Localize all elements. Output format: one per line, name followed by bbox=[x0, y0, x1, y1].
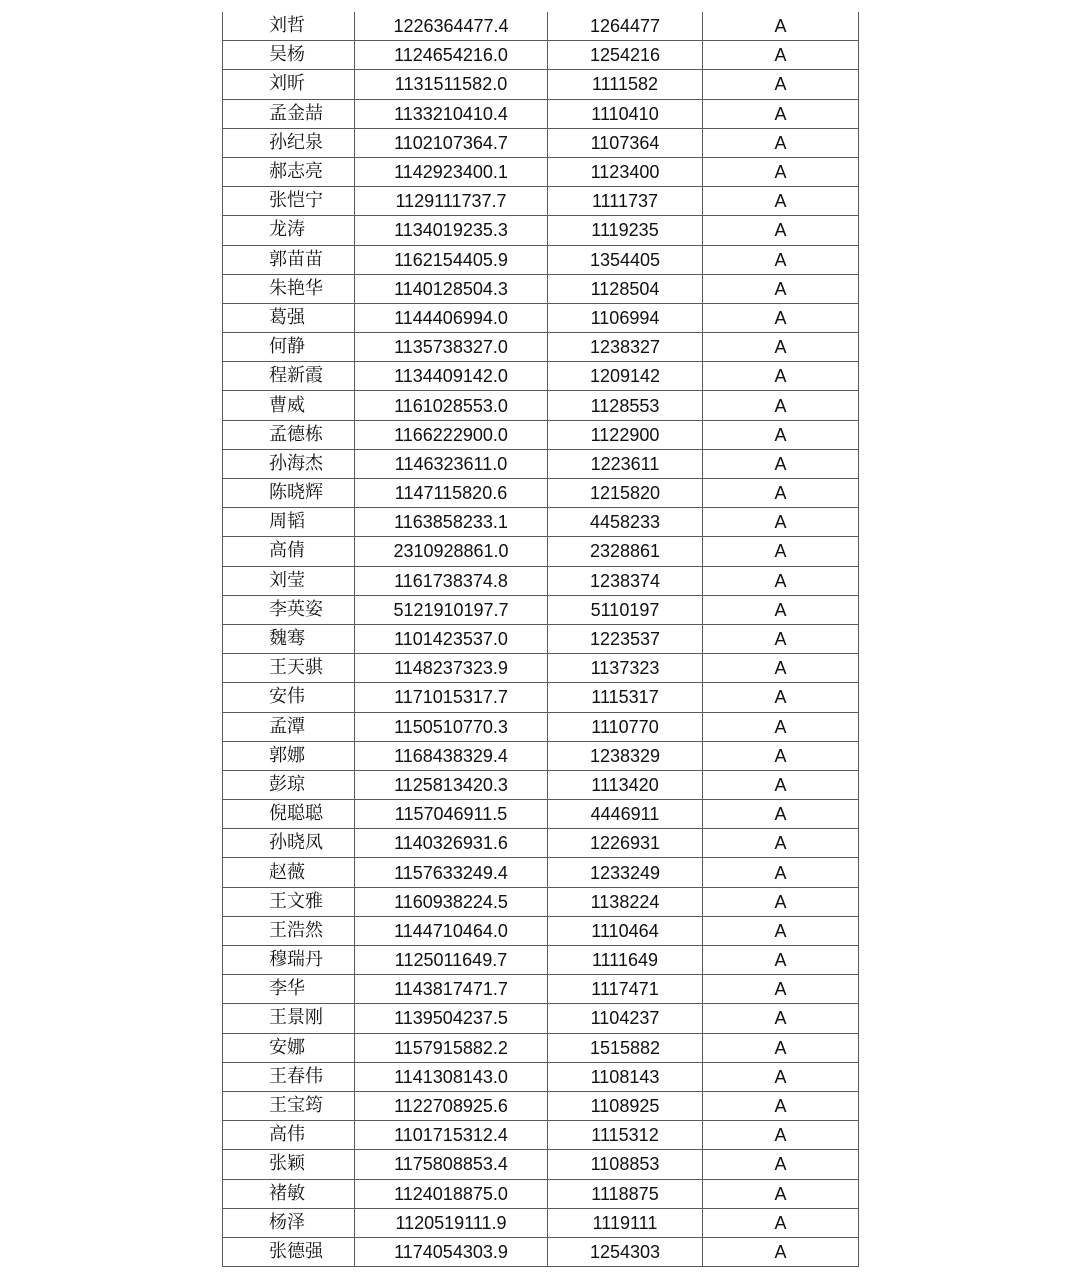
table-row bbox=[223, 274, 859, 303]
code-cell: 1264477 bbox=[548, 12, 703, 41]
id-number-cell: 1120519111.9 bbox=[355, 1208, 548, 1237]
table-row bbox=[223, 508, 859, 537]
name-cell: 王文雅 bbox=[223, 887, 355, 916]
grade-cell: A bbox=[703, 975, 859, 1004]
id-number-cell: 1134019235.3 bbox=[355, 216, 548, 245]
name-cell: 孙海杰 bbox=[223, 449, 355, 478]
code-cell: 1215820 bbox=[548, 479, 703, 508]
code-cell: 1111582 bbox=[548, 70, 703, 99]
name-cell: 何静 bbox=[223, 333, 355, 362]
name-cell: 魏骞 bbox=[223, 624, 355, 653]
table-row bbox=[223, 479, 859, 508]
id-number-cell: 1174054303.9 bbox=[355, 1237, 548, 1266]
document-page bbox=[222, 12, 858, 1267]
code-cell: 1226931 bbox=[548, 829, 703, 858]
code-cell: 1238374 bbox=[548, 566, 703, 595]
grade-cell: A bbox=[703, 303, 859, 332]
grade-cell: A bbox=[703, 70, 859, 99]
name-cell: 张颖 bbox=[223, 1150, 355, 1179]
grade-cell: A bbox=[703, 712, 859, 741]
name-cell: 褚敏 bbox=[223, 1179, 355, 1208]
grade-cell: A bbox=[703, 12, 859, 41]
code-cell: 1108925 bbox=[548, 1091, 703, 1120]
name-cell: 张德强 bbox=[223, 1237, 355, 1266]
table-row bbox=[223, 1237, 859, 1266]
id-number-cell: 1226364477.4 bbox=[355, 12, 548, 41]
code-cell: 1254303 bbox=[548, 1237, 703, 1266]
grade-cell: A bbox=[703, 858, 859, 887]
table-row bbox=[223, 1033, 859, 1062]
grade-cell: A bbox=[703, 946, 859, 975]
code-cell: 1123400 bbox=[548, 157, 703, 186]
code-cell: 1113420 bbox=[548, 770, 703, 799]
id-number-cell: 1125813420.3 bbox=[355, 770, 548, 799]
code-cell: 1110770 bbox=[548, 712, 703, 741]
code-cell: 1138224 bbox=[548, 887, 703, 916]
id-number-cell: 1124654216.0 bbox=[355, 41, 548, 70]
id-number-cell: 1140326931.6 bbox=[355, 829, 548, 858]
name-cell: 刘昕 bbox=[223, 70, 355, 99]
id-number-cell: 1175808853.4 bbox=[355, 1150, 548, 1179]
id-number-cell: 1129111737.7 bbox=[355, 187, 548, 216]
table-row bbox=[223, 245, 859, 274]
name-cell: 陈晓辉 bbox=[223, 479, 355, 508]
table-row bbox=[223, 858, 859, 887]
table-row bbox=[223, 157, 859, 186]
id-number-cell: 1150510770.3 bbox=[355, 712, 548, 741]
name-cell: 刘哲 bbox=[223, 12, 355, 41]
code-cell: 1119111 bbox=[548, 1208, 703, 1237]
code-cell: 1137323 bbox=[548, 654, 703, 683]
id-number-cell: 1157915882.2 bbox=[355, 1033, 548, 1062]
table-row bbox=[223, 420, 859, 449]
name-cell: 安伟 bbox=[223, 683, 355, 712]
id-number-cell: 1163858233.1 bbox=[355, 508, 548, 537]
id-number-cell: 1144406994.0 bbox=[355, 303, 548, 332]
id-number-cell: 1125011649.7 bbox=[355, 946, 548, 975]
code-cell: 1209142 bbox=[548, 362, 703, 391]
grade-cell: A bbox=[703, 449, 859, 478]
name-cell: 王浩然 bbox=[223, 916, 355, 945]
grade-cell: A bbox=[703, 1237, 859, 1266]
grade-cell: A bbox=[703, 800, 859, 829]
id-number-cell: 1161738374.8 bbox=[355, 566, 548, 595]
table-row bbox=[223, 741, 859, 770]
grade-cell: A bbox=[703, 391, 859, 420]
table-row bbox=[223, 595, 859, 624]
table-row bbox=[223, 1121, 859, 1150]
code-cell: 1106994 bbox=[548, 303, 703, 332]
table-row bbox=[223, 975, 859, 1004]
name-cell: 郭娜 bbox=[223, 741, 355, 770]
name-cell: 倪聪聪 bbox=[223, 800, 355, 829]
name-cell: 张恺宁 bbox=[223, 187, 355, 216]
code-cell: 1254216 bbox=[548, 41, 703, 70]
name-cell: 孟德栋 bbox=[223, 420, 355, 449]
name-cell: 龙涛 bbox=[223, 216, 355, 245]
grade-cell: A bbox=[703, 274, 859, 303]
table-row bbox=[223, 391, 859, 420]
name-cell: 杨泽 bbox=[223, 1208, 355, 1237]
code-cell: 1111737 bbox=[548, 187, 703, 216]
name-cell: 孙纪泉 bbox=[223, 128, 355, 157]
grade-cell: A bbox=[703, 362, 859, 391]
grade-cell: A bbox=[703, 770, 859, 799]
table-row bbox=[223, 333, 859, 362]
grade-cell: A bbox=[703, 741, 859, 770]
table-row bbox=[223, 99, 859, 128]
id-number-cell: 1144710464.0 bbox=[355, 916, 548, 945]
table-row bbox=[223, 800, 859, 829]
table-row bbox=[223, 946, 859, 975]
id-number-cell: 1131511582.0 bbox=[355, 70, 548, 99]
code-cell: 1238327 bbox=[548, 333, 703, 362]
grade-cell: A bbox=[703, 683, 859, 712]
id-number-cell: 1101423537.0 bbox=[355, 624, 548, 653]
name-cell: 王春伟 bbox=[223, 1062, 355, 1091]
grade-cell: A bbox=[703, 624, 859, 653]
name-cell: 郭苗苗 bbox=[223, 245, 355, 274]
grade-cell: A bbox=[703, 1208, 859, 1237]
name-cell: 孟金喆 bbox=[223, 99, 355, 128]
grade-cell: A bbox=[703, 333, 859, 362]
name-cell: 王天骐 bbox=[223, 654, 355, 683]
grade-cell: A bbox=[703, 479, 859, 508]
table-row bbox=[223, 1062, 859, 1091]
name-cell: 葛强 bbox=[223, 303, 355, 332]
name-cell: 王景刚 bbox=[223, 1004, 355, 1033]
code-cell: 1118875 bbox=[548, 1179, 703, 1208]
id-number-cell: 1141308143.0 bbox=[355, 1062, 548, 1091]
code-cell: 1128553 bbox=[548, 391, 703, 420]
id-number-cell: 1140128504.3 bbox=[355, 274, 548, 303]
id-number-cell: 1142923400.1 bbox=[355, 157, 548, 186]
grade-cell: A bbox=[703, 508, 859, 537]
code-cell: 1111649 bbox=[548, 946, 703, 975]
grade-cell: A bbox=[703, 829, 859, 858]
grade-cell: A bbox=[703, 595, 859, 624]
name-cell: 王宝筠 bbox=[223, 1091, 355, 1120]
id-number-cell: 1135738327.0 bbox=[355, 333, 548, 362]
name-cell: 周韬 bbox=[223, 508, 355, 537]
code-cell: 1108143 bbox=[548, 1062, 703, 1091]
table-row bbox=[223, 624, 859, 653]
name-cell: 高倩 bbox=[223, 537, 355, 566]
name-cell: 穆瑞丹 bbox=[223, 946, 355, 975]
id-number-cell: 1148237323.9 bbox=[355, 654, 548, 683]
roster-table-body bbox=[223, 12, 859, 1267]
table-row bbox=[223, 566, 859, 595]
grade-cell: A bbox=[703, 157, 859, 186]
code-cell: 5110197 bbox=[548, 595, 703, 624]
grade-cell: A bbox=[703, 41, 859, 70]
code-cell: 1110410 bbox=[548, 99, 703, 128]
table-row bbox=[223, 1208, 859, 1237]
grade-cell: A bbox=[703, 887, 859, 916]
id-number-cell: 1133210410.4 bbox=[355, 99, 548, 128]
table-row bbox=[223, 537, 859, 566]
name-cell: 李英姿 bbox=[223, 595, 355, 624]
table-row bbox=[223, 303, 859, 332]
name-cell: 高伟 bbox=[223, 1121, 355, 1150]
id-number-cell: 1161028553.0 bbox=[355, 391, 548, 420]
id-number-cell: 1157046911.5 bbox=[355, 800, 548, 829]
name-cell: 孙晓凤 bbox=[223, 829, 355, 858]
code-cell: 1223611 bbox=[548, 449, 703, 478]
name-cell: 赵薇 bbox=[223, 858, 355, 887]
id-number-cell: 2310928861.0 bbox=[355, 537, 548, 566]
name-cell: 曹威 bbox=[223, 391, 355, 420]
name-cell: 孟潭 bbox=[223, 712, 355, 741]
table-row bbox=[223, 41, 859, 70]
code-cell: 1354405 bbox=[548, 245, 703, 274]
name-cell: 刘莹 bbox=[223, 566, 355, 595]
table-row bbox=[223, 1091, 859, 1120]
grade-cell: A bbox=[703, 1150, 859, 1179]
grade-cell: A bbox=[703, 1004, 859, 1033]
table-row bbox=[223, 829, 859, 858]
code-cell: 1117471 bbox=[548, 975, 703, 1004]
table-row bbox=[223, 712, 859, 741]
name-cell: 朱艳华 bbox=[223, 274, 355, 303]
grade-cell: A bbox=[703, 1062, 859, 1091]
name-cell: 吴杨 bbox=[223, 41, 355, 70]
code-cell: 1122900 bbox=[548, 420, 703, 449]
id-number-cell: 1139504237.5 bbox=[355, 1004, 548, 1033]
table-row bbox=[223, 770, 859, 799]
table-row bbox=[223, 187, 859, 216]
name-cell: 安娜 bbox=[223, 1033, 355, 1062]
table-row bbox=[223, 362, 859, 391]
table-row bbox=[223, 654, 859, 683]
code-cell: 1515882 bbox=[548, 1033, 703, 1062]
table-row bbox=[223, 70, 859, 99]
code-cell: 1233249 bbox=[548, 858, 703, 887]
code-cell: 1115312 bbox=[548, 1121, 703, 1150]
code-cell: 1108853 bbox=[548, 1150, 703, 1179]
grade-cell: A bbox=[703, 537, 859, 566]
table-row bbox=[223, 683, 859, 712]
id-number-cell: 1102107364.7 bbox=[355, 128, 548, 157]
id-number-cell: 1124018875.0 bbox=[355, 1179, 548, 1208]
name-cell: 程新霞 bbox=[223, 362, 355, 391]
code-cell: 1128504 bbox=[548, 274, 703, 303]
grade-cell: A bbox=[703, 420, 859, 449]
id-number-cell: 1134409142.0 bbox=[355, 362, 548, 391]
grade-cell: A bbox=[703, 187, 859, 216]
code-cell: 2328861 bbox=[548, 537, 703, 566]
code-cell: 1110464 bbox=[548, 916, 703, 945]
table-row bbox=[223, 1150, 859, 1179]
code-cell: 1115317 bbox=[548, 683, 703, 712]
table-row bbox=[223, 12, 859, 41]
table-row bbox=[223, 916, 859, 945]
grade-cell: A bbox=[703, 566, 859, 595]
code-cell: 1238329 bbox=[548, 741, 703, 770]
table-row bbox=[223, 887, 859, 916]
id-number-cell: 1143817471.7 bbox=[355, 975, 548, 1004]
grade-cell: A bbox=[703, 216, 859, 245]
code-cell: 1119235 bbox=[548, 216, 703, 245]
id-number-cell: 1157633249.4 bbox=[355, 858, 548, 887]
id-number-cell: 1160938224.5 bbox=[355, 887, 548, 916]
id-number-cell: 1122708925.6 bbox=[355, 1091, 548, 1120]
grade-cell: A bbox=[703, 916, 859, 945]
id-number-cell: 1166222900.0 bbox=[355, 420, 548, 449]
table-row bbox=[223, 128, 859, 157]
code-cell: 4458233 bbox=[548, 508, 703, 537]
id-number-cell: 1168438329.4 bbox=[355, 741, 548, 770]
grade-cell: A bbox=[703, 1121, 859, 1150]
id-number-cell: 1101715312.4 bbox=[355, 1121, 548, 1150]
id-number-cell: 1171015317.7 bbox=[355, 683, 548, 712]
name-cell: 郝志亮 bbox=[223, 157, 355, 186]
table-row bbox=[223, 216, 859, 245]
id-number-cell: 5121910197.7 bbox=[355, 595, 548, 624]
grade-cell: A bbox=[703, 1091, 859, 1120]
code-cell: 1223537 bbox=[548, 624, 703, 653]
table-row bbox=[223, 1004, 859, 1033]
grade-cell: A bbox=[703, 654, 859, 683]
roster-table bbox=[222, 12, 859, 1267]
code-cell: 1104237 bbox=[548, 1004, 703, 1033]
code-cell: 1107364 bbox=[548, 128, 703, 157]
table-row bbox=[223, 449, 859, 478]
grade-cell: A bbox=[703, 128, 859, 157]
grade-cell: A bbox=[703, 1033, 859, 1062]
id-number-cell: 1146323611.0 bbox=[355, 449, 548, 478]
id-number-cell: 1162154405.9 bbox=[355, 245, 548, 274]
grade-cell: A bbox=[703, 99, 859, 128]
table-row bbox=[223, 1179, 859, 1208]
id-number-cell: 1147115820.6 bbox=[355, 479, 548, 508]
name-cell: 李华 bbox=[223, 975, 355, 1004]
code-cell: 4446911 bbox=[548, 800, 703, 829]
grade-cell: A bbox=[703, 245, 859, 274]
grade-cell: A bbox=[703, 1179, 859, 1208]
name-cell: 彭琼 bbox=[223, 770, 355, 799]
